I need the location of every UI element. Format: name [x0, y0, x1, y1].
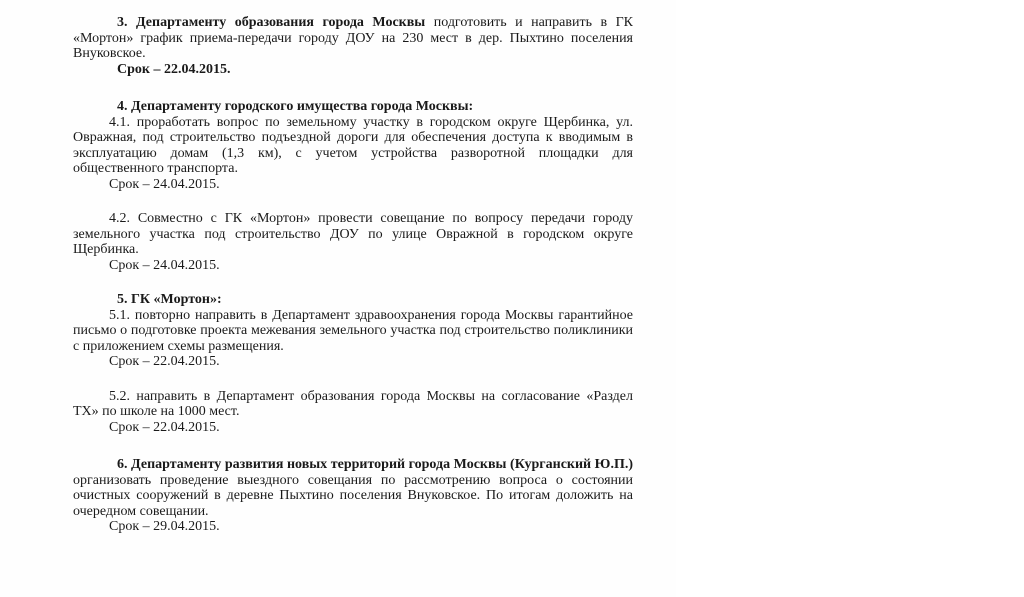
section-6-text: организовать проведение выездного совещания по рассмотрению вопроса о состоянии очистных сооружений в деревне Пыхтино поселения Внуковское. По итогам доложить на очередном совещании.: [73, 472, 633, 519]
section-4-1-deadline: Срок – 24.04.2015.: [109, 176, 220, 192]
section-5-1-paragraph: 5.1. повторно направить в Департамент здравоохранения города Москвы гарантийное письмо о подготовке проекта межевания земельного участка под строительство поликлиники с приложением схемы размещения.: [73, 307, 633, 354]
section-6-deadline: Срок – 29.04.2015.: [109, 519, 220, 534]
section-4-2-paragraph: 4.2. Совместно с ГК «Мортон» провести совещание по вопросу передачи городу земельного участка под строительство ДОУ по улице Овражной в городском округе Щербинка.: [73, 211, 633, 257]
section-5-heading: 5. ГК «Мортон»:: [117, 292, 222, 307]
section-4-1-paragraph: 4.1. проработать вопрос по земельному участку в городском округе Щербинка, ул. Овражная, под строительство подъездной дороги для обеспечения доступа к вводимым в эксплуатацию домам (1,3 км), с учетом устройства разворотной площадки для общественного транспорта.: [73, 114, 633, 176]
section-3-heading: 3. Департаменту образования города Москвы: [117, 15, 426, 30]
section-6-paragraph: [73, 457, 633, 519]
section-5-1-deadline: Срок – 22.04.2015.: [109, 354, 220, 369]
section-4-heading: 4. Департаменту городского имущества города Москвы:: [117, 99, 474, 114]
section-3-paragraph: [73, 15, 633, 62]
section-4-2-deadline: Срок – 24.04.2015.: [109, 257, 220, 273]
section-5-2-paragraph: 5.2. направить в Департамент образования города Москвы на согласование «Раздел ТХ» по школе на 1000 мест.: [73, 388, 633, 419]
blank-area: [676, 0, 1024, 597]
section-3-text: подготовить и направить в ГК «Мортон» график приема-передачи городу ДОУ на 230 мест в дер. Пыхтино поселения Внуковское.: [73, 15, 634, 61]
section-3-deadline: Срок – 22.04.2015.: [117, 61, 231, 77]
document-body: [73, 15, 633, 535]
section-6-heading: 6. Департаменту развития новых территорий города Москвы (Курганский Ю.П.): [117, 457, 633, 472]
section-5-2-deadline: Срок – 22.04.2015.: [109, 419, 220, 435]
